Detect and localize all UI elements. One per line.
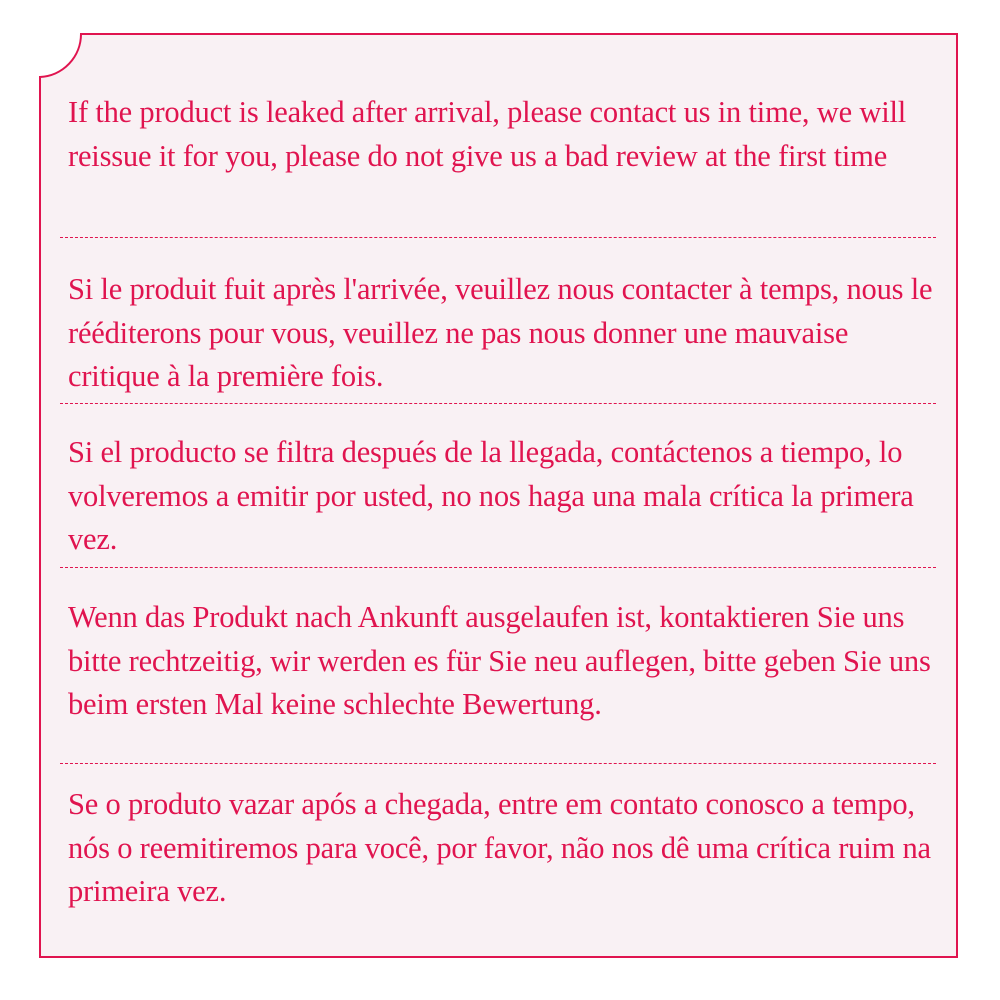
notice-french: Si le produit fuit après l'arrivée, veuillez nous contacter à temps, nous le rééditerons pour vous, veuillez ne pas nous donner une mauvaise critique à la première fois.: [68, 272, 933, 393]
notice-portuguese: Se o produto vazar após a chegada, entre em contato conosco a tempo, nós o reemitiremos para você, por favor, não nos dê uma crítica ruim na primeira vez.: [68, 787, 931, 908]
notice-german: Wenn das Produkt nach Ankunft ausgelaufen ist, kontaktieren Sie uns bitte rechtzeitig, wir werden es für Sie neu auflegen, bitte geben Sie uns beim ersten Mal keine schlechte Bewertung.: [68, 600, 931, 721]
dashed-divider: [60, 237, 936, 238]
dashed-divider: [60, 567, 936, 568]
notice-english: If the product is leaked after arrival, please contact us in time, we will reissue it for you, please do not give us a bad review at the first time: [68, 95, 907, 173]
notice-spanish: Si el producto se filtra después de la llegada, contáctenos a tiempo, lo volveremos a emitir por usted, no nos haga una mala crítica la primera vez.: [68, 435, 914, 556]
dashed-divider: [60, 403, 936, 404]
notice-content: [60, 0, 940, 1000]
dashed-divider: [60, 763, 936, 764]
